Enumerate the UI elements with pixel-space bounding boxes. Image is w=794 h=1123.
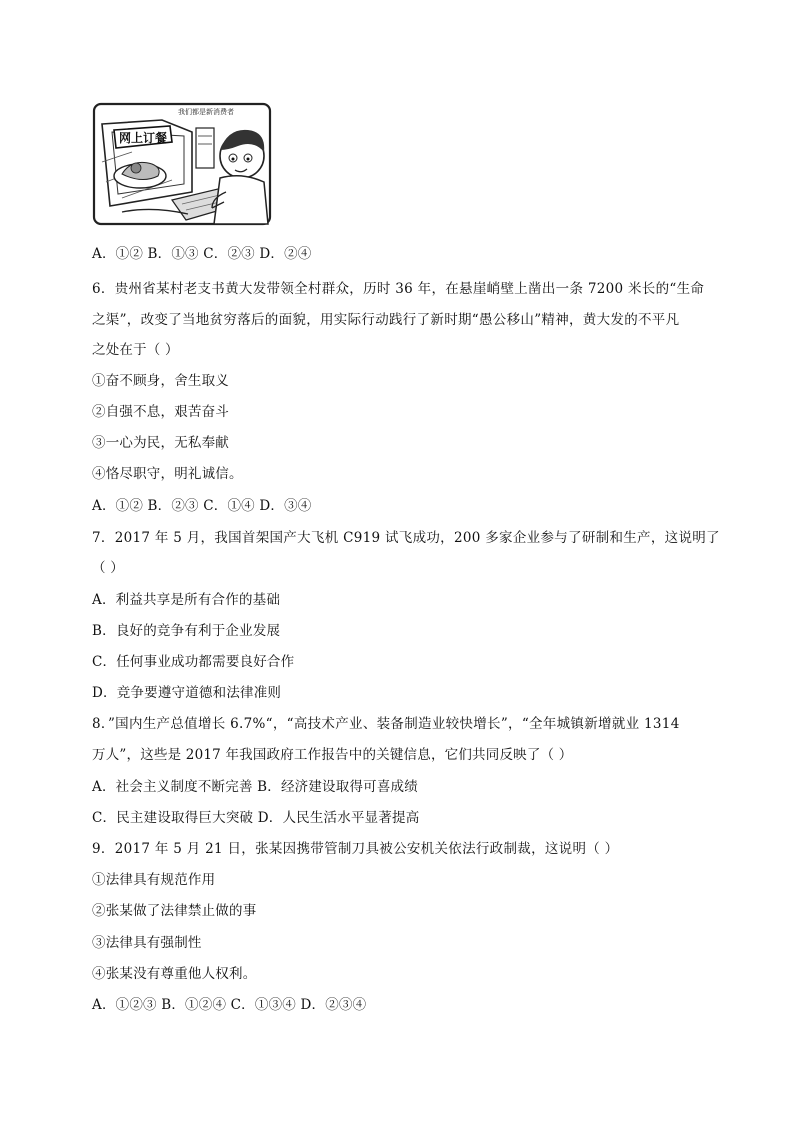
- q7-option-c: C．任何事业成功都需要良好合作: [92, 654, 295, 670]
- q5-options: A．①② B．①③ C．②③ D．②④: [92, 246, 312, 262]
- q6-stem-line1: 6．贵州省某村老支书黄大发带领全村群众，历时 36 年，在悬崖峭壁上凿出一条 7200 米长的“生命: [92, 281, 705, 297]
- q9-item-4: ④张某没有尊重他人权利。: [92, 966, 257, 982]
- q7-option-d: D．竞争要遵守道德和法律准则: [92, 685, 282, 701]
- q7-option-b: B．良好的竞争有利于企业发展: [92, 623, 281, 639]
- q9-stem: 9．2017 年 5 月 21 日，张某因携带管制刀具被公安机关依法行政制裁，这说明（ ）: [92, 841, 619, 857]
- q6-item-4: ④恪尽职守，明礼诚信。: [92, 466, 243, 482]
- q6-item-2: ②自强不息，艰苦奋斗: [92, 404, 229, 420]
- q6-options: A．①② B．②③ C．①④ D．③④: [92, 498, 312, 514]
- q8-options-line1: A．社会主义制度不断完善 B．经济建设取得可喜成绩: [92, 779, 418, 795]
- q6-stem-line2: 之渠”，改变了当地贫穷落后的面貌，用实际行动践行了新时期“愚公移山”精神，黄大发的不平凡: [92, 312, 680, 328]
- q9-item-3: ③法律具有强制性: [92, 935, 202, 951]
- handwriting-caption: 我们都是新消费者: [178, 108, 234, 116]
- online-ordering-cartoon: [92, 102, 272, 226]
- q7-option-a: A．利益共享是所有合作的基础: [92, 592, 281, 608]
- q8-stem-line1: 8．”国内生产总值增长 6.7%“，“高技术产业、装备制造业较快增长”，“全年城镇新增就业 1314: [92, 716, 680, 732]
- q7-stem-line1: 7．2017 年 5 月，我国首架国产大飞机 C919 试飞成功，200 多家企业参与了研制和生产，这说明了: [92, 530, 720, 546]
- online-order-sign: 网上订餐: [119, 131, 168, 145]
- q8-stem-line2: 万人”，这些是 2017 年我国政府工作报告中的关键信息，它们共同反映了（ ）: [92, 747, 573, 763]
- q9-item-2: ②张某做了法律禁止做的事: [92, 903, 257, 919]
- q7-stem-line2: （ ）: [92, 560, 124, 576]
- q6-item-1: ①奋不顾身，舍生取义: [92, 373, 229, 389]
- q6-item-3: ③一心为民，无私奉献: [92, 435, 229, 451]
- q9-item-1: ①法律具有规范作用: [92, 872, 216, 888]
- q9-options: A．①②③ B．①②④ C．①③④ D．②③④: [92, 997, 367, 1013]
- q6-stem-line3: 之处在于（ ）: [92, 342, 179, 358]
- q8-options-line2: C．民主建设取得巨大突破 D．人民生活水平显著提高: [92, 810, 420, 826]
